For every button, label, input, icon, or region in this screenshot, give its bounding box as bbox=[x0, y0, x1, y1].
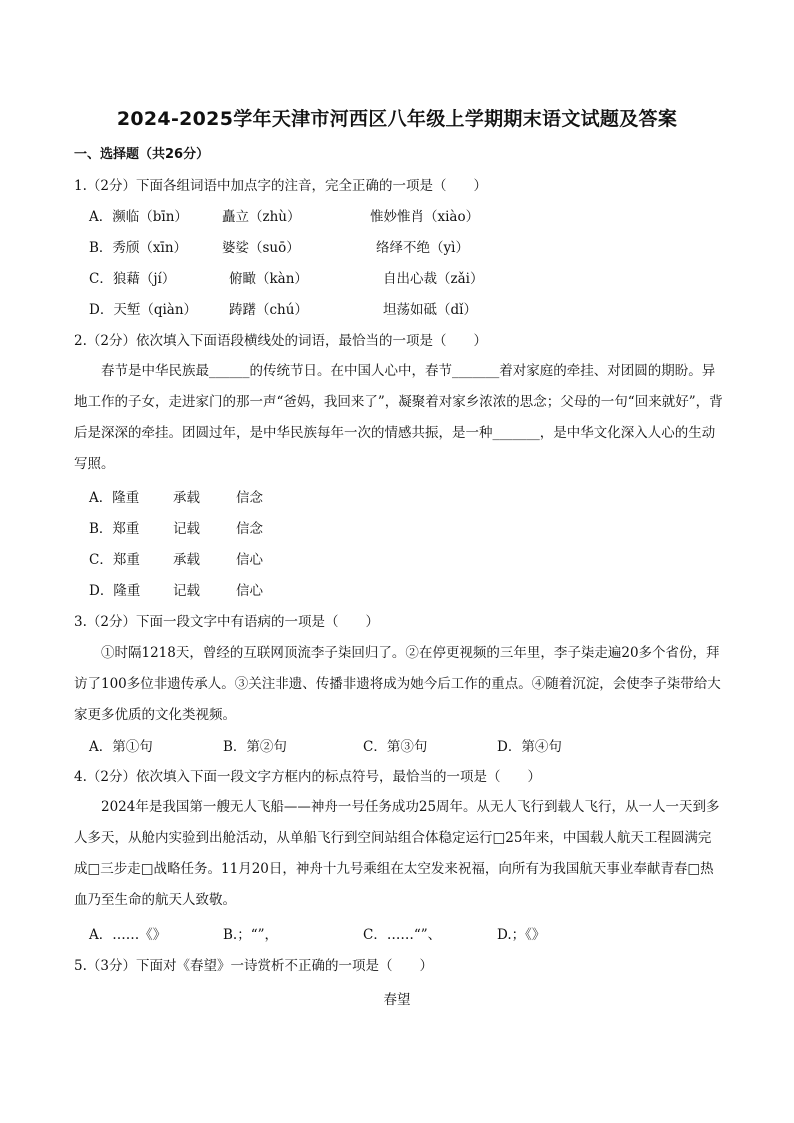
q1-option-c-3: 自出心裁（zǎi） bbox=[383, 271, 484, 287]
q2-option-a-3: 信念 bbox=[236, 490, 263, 506]
q1-option-a-2: 矗立（zhù） bbox=[222, 209, 301, 225]
q3-option-d: D．第④句 bbox=[497, 739, 562, 755]
question-5-stem: 5.（3分）下面对《春望》一诗赏析不正确的一项是（ ） bbox=[74, 958, 433, 974]
q1-option-d-3: 坦荡如砥（dǐ） bbox=[383, 302, 477, 318]
q4-option-d: D.；《》 bbox=[497, 927, 546, 943]
q1-option-a-3: 惟妙惟肖（xiào） bbox=[370, 209, 480, 225]
q2-option-b-2: 记载 bbox=[173, 521, 200, 537]
q1-option-b-1: B．秀颀（xīn） bbox=[89, 240, 188, 256]
q2-option-a-1: A．隆重 bbox=[89, 490, 140, 506]
question-3-passage: ①时隔1218天，曾经的互联网顶流李子柒回归了。②在停更视频的三年里，李子柒走遍20多个省份，拜访了100多位非遗传承人。③关注非遗、传播非遗将成为她今后工作的重点。④随着沉淀，会使李子柒带给大家更多优质的文化类视频。 bbox=[74, 645, 721, 723]
q1-option-d-1: D．天堑（qiàn） bbox=[89, 302, 198, 318]
section-heading: 一、选择题（共26分） bbox=[74, 147, 210, 162]
q1-option-b-3: 络绎不绝（yì） bbox=[376, 240, 469, 256]
q3-option-a: A．第①句 bbox=[89, 739, 153, 755]
question-4-passage: 2024年是我国第一艘无人飞船——神舟一号任务成功25周年。从无人飞行到载人飞行，从一人一天到多人多天，从舱内实验到出舱活动，从单船飞行到空间站组合体稳定运行□25年来，中国载人航天工程圆满完成□三步走□战略任务。11月20日，神舟十九号乘组在太空发来祝福，向所有为我国航天事业奉献青春□热血乃至生命的航天人致敬。 bbox=[74, 799, 720, 908]
q4-option-c: C．……“”、 bbox=[363, 927, 442, 943]
q2-option-b-1: B．郑重 bbox=[89, 521, 140, 537]
question-3-stem: 3.（2分）下面一段文字中有语病的一项是（ ） bbox=[74, 614, 379, 630]
q1-option-a-1: A．濒临（bīn） bbox=[89, 209, 188, 225]
q1-option-d-2: 踌躇（chú） bbox=[229, 302, 308, 318]
q1-option-c-2: 俯瞰（kàn） bbox=[229, 271, 308, 287]
q4-option-b: B.；“”， bbox=[223, 927, 279, 943]
page-title: 2024-2025学年天津市河西区八年级上学期期末语文试题及答案 bbox=[116, 108, 678, 130]
q4-option-a: A．……《》 bbox=[89, 927, 167, 943]
q2-option-a-2: 承载 bbox=[173, 490, 200, 506]
q2-option-c-1: C．郑重 bbox=[89, 552, 140, 568]
q1-option-c-1: C．狼藉（jí） bbox=[89, 271, 176, 287]
q3-option-b: B．第②句 bbox=[223, 739, 287, 755]
q2-option-d-3: 信心 bbox=[236, 583, 263, 599]
poem-title: 春望 bbox=[383, 992, 411, 1008]
q1-option-b-2: 婆娑（suō） bbox=[222, 240, 300, 256]
q2-option-d-1: D．隆重 bbox=[89, 583, 141, 599]
question-1-stem: 1.（2分）下面各组词语中加点字的注音，完全正确的一项是（ ） bbox=[74, 178, 487, 194]
question-2-passage: 春节是中华民族最______的传统节日。在中国人心中，春节_______着对家庭的牵挂、对团圆的期盼。异地工作的子女，走进家门的那一声“爸妈，我回来了”，凝聚着对家乡浓浓的思念；父母的一句“回来就好”，背后是深深的牵挂。团圆过年，是中华民族每年一次的情感共振，是一种_______，是中华文化深入人心的生动写照。 bbox=[74, 363, 723, 472]
q2-option-c-2: 承载 bbox=[173, 552, 200, 568]
q2-option-b-3: 信念 bbox=[236, 521, 263, 537]
q2-option-c-3: 信心 bbox=[236, 552, 263, 568]
q3-option-c: C．第③句 bbox=[363, 739, 428, 755]
question-4-stem: 4.（2分）依次填入下面一段文字方框内的标点符号，最恰当的一项是（ ） bbox=[74, 769, 541, 785]
question-2-stem: 2.（2分）依次填入下面语段横线处的词语，最恰当的一项是（ ） bbox=[74, 333, 487, 349]
q2-option-d-2: 记载 bbox=[173, 583, 200, 599]
